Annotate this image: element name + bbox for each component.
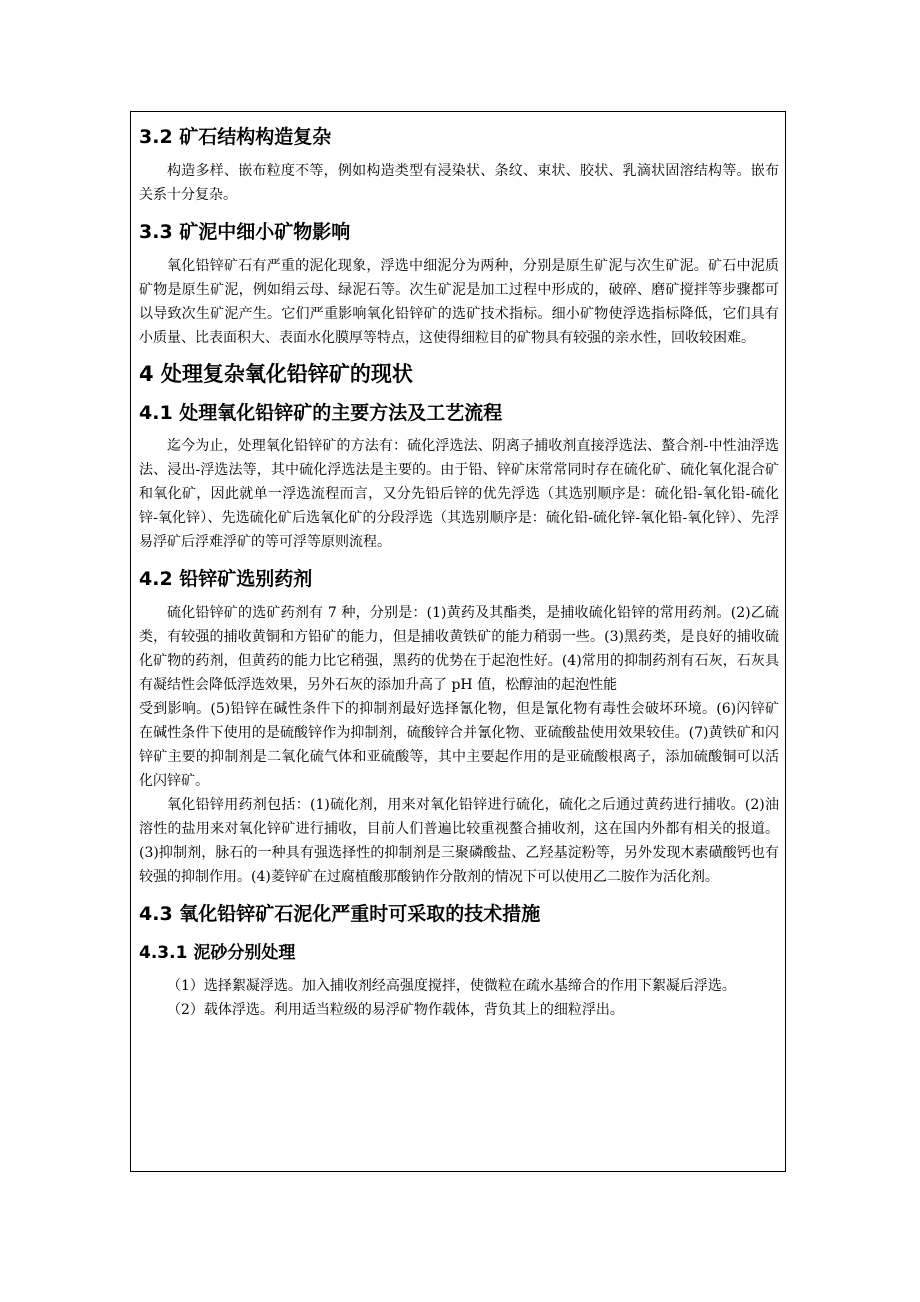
heading-3-2: 3.2 矿石结构构造复杂 [139,126,332,148]
paragraph-4-2-c: 氧化铅锌用药剂包括：(1)硫化剂，用来对氧化铅锌进行硫化，硫化之后通过黄药进行捕收。(2)油溶性的盐用来对氧化锌矿进行捕收，目前人们普遍比较重视螯合捕收剂，这在国内外都有相关的报道。(3)抑制剂，脉石的一种具有强选择性的抑制剂是三聚磷酸盐、乙羟基淀粉等，另外发现木素磺酸钙也有较强的抑制作用。(4)菱锌矿在过腐植酸那酸钠作分散剂的情况下可以使用乙二胺作为活化剂。 [139,797,779,885]
heading-4-3: 4.3 氧化铅锌矿石泥化严重时可采取的技术措施 [139,903,541,925]
heading-4: 4 处理复杂氧化铅锌矿的现状 [139,362,413,386]
paragraph-4-2-b: 受到影响。(5)铅锌在碱性条件下的抑制剂最好选择氰化物，但是氰化物有毒性会破坏环境。(6)闪锌矿在碱性条件下使用的是硫酸锌作为抑制剂，硫酸锌合并氰化物、亚硫酸盐使用效果较佳。(7)黄铁矿和闪锌矿主要的抑制剂是二氧化硫气体和亚硫酸等，其中主要起作用的是亚硫酸根离子，添加硫酸铜可以活化闪锌矿。 [139,701,779,789]
paragraph-4-1: 迄今为止，处理氧化铅锌矿的方法有：硫化浮选法、阴离子捕收剂直接浮选法、螯合剂-中性油浮选法、浸出-浮选法等，其中硫化浮选法是主要的。由于铅、锌矿床常常同时存在硫化矿、硫化氧化混合矿和氧化矿，因此就单一浮选流程而言，又分先铅后锌的优先浮选（其选别顺序是：硫化铅-氧化铅-硫化锌-氧化锌）、先选硫化矿后选氧化矿的分段浮选（其选别顺序是：硫化铅-硫化锌-氧化铅-氧化锌）、先浮易浮矿后浮难浮矿的等可浮等原则流程。 [139,438,779,550]
document-body [139,111,779,1022]
paragraph-3-3: 氧化铅锌矿石有严重的泥化现象，浮选中细泥分为两种，分别是原生矿泥与次生矿泥。矿石中泥质矿物是原生矿泥，例如绢云母、绿泥石等。次生矿泥是加工过程中形成的，破碎、磨矿搅拌等步骤都可以导致次生矿泥产生。它们严重影响氧化铅锌矿的选矿技术指标。细小矿物使浮选指标降低，它们具有小质量、比表面积大、表面水化膜厚等特点，这使得细粒目的矿物具有较强的亲水性，回收较困难。 [139,258,779,346]
paragraph-4-3-1-b: （2）载体浮选。利用适当粒级的易浮矿物作载体，背负其上的细粒浮出。 [167,1002,624,1018]
heading-4-2: 4.2 铅锌矿选别药剂 [139,568,313,590]
heading-4-1: 4.1 处理氧化铅锌矿的主要方法及工艺流程 [139,402,503,424]
heading-3-3: 3.3 矿泥中细小矿物影响 [139,221,351,243]
heading-4-3-1: 4.3.1 泥砂分别处理 [139,943,296,963]
paragraph-4-2-a: 硫化铅锌矿的选矿药剂有 7 种，分别是：(1)黄药及其酯类，是捕收硫化铅锌的常用药剂。(2)乙硫类，有较强的捕收黄铜和方铅矿的能力，但是捕收黄铁矿的能力稍弱一些。(3)黑药类，是良好的捕收硫化矿物的药剂，但黄药的能力比它稍强，黑药的优势在于起泡性好。(4)常用的抑制药剂有石灰，石灰具有凝结性会降低浮选效果，另外石灰的添加升高了 pH 值，松醇油的起泡性能 [139,605,779,693]
paragraph-3-2: 构造多样、嵌布粒度不等，例如构造类型有浸染状、条纹、束状、胶状、乳滴状固溶结构等。嵌布关系十分复杂。 [139,163,779,203]
paragraph-4-3-1-a: （1）选择絮凝浮选。加入捕收剂经高强度搅拌，使微粒在疏水基缔合的作用下絮凝后浮选。 [167,978,736,994]
